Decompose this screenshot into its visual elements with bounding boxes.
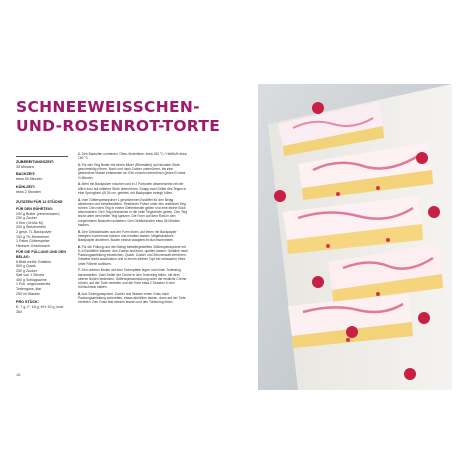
- step-text: Den Backofen vorheizen. Ober-/Unterhitze: etwa 180 °C / Heißluft: etwa 160 °C: [78, 152, 187, 161]
- ingredient-item: 4 Eier (Größe M): [16, 220, 43, 225]
- step-text: Für den Teig Butter mit einem Mixer (Rührstäbe) auf höchster Stufe geschmeidig rühren. Nach und nach Zucker unterrühren, bis eine gebundene Masse entstanden ist. Eier einzeln unterrühren (jedes Ei etwa ½ Minute).: [78, 163, 186, 180]
- recipe-page: [16, 84, 256, 390]
- prep-label: ZUBEREITUNGSZEIT:: [16, 160, 54, 164]
- ingredient-item: 250 ml Wasser: [16, 291, 40, 296]
- raspberry: [312, 102, 324, 114]
- step-number: 6.: [78, 244, 81, 249]
- ingredient-item: 1 Pck. ungezuckertes Tortenguss, klar: [16, 282, 51, 292]
- ingredient-item: 200 g Weizenmehl: [16, 225, 46, 230]
- step-text: Den unteren Boden auf eine Tortenplatte legen und einen Tortenring darumstellen. Zwei Drittel der Creme in den Tortenring füllen, mit dem oberen Boden bedecken. Götterspeisemischung unter die restliche Creme rühren, auf der Torte verteilen und die Torte etwa 2 Stunden in den Kühlschrank stellen.: [78, 268, 187, 290]
- sidebar-rule: [16, 156, 68, 157]
- recipe-title-line-1: SCHNEEWEISSCHEN-: [16, 98, 200, 116]
- step-3: [78, 182, 188, 195]
- cake-photo: [258, 84, 452, 390]
- ingredient-item: 8 Blatt weiße Gelatine: [16, 259, 52, 264]
- dough-list: [16, 212, 68, 249]
- ingredient-item: 200 g Zucker: [16, 216, 37, 221]
- ingredient-item: Himbeer-Geschmack: [16, 243, 50, 248]
- step-number: 7.: [78, 268, 81, 273]
- step-1: [78, 152, 188, 160]
- ingredient-item: 1 Paket Götterspeise: [16, 239, 50, 244]
- ingredients-sidebar: [16, 156, 68, 314]
- step-8: [78, 292, 188, 305]
- raspberry: [312, 276, 324, 288]
- step-text: Den Gebäckboden aus der Form lösen, auf einen mit Backpapier belegten Kuchenrost stürzen und erkalten lassen. Mitgebackenes Backpapier abziehen. Boden einmal waagerecht durchschneiden.: [78, 229, 177, 243]
- ingredient-item: 400 g Schlagsahne: [16, 277, 47, 282]
- ingredient-item: 200 g Butter (zimmerwarm): [16, 211, 60, 216]
- step-number: 4.: [78, 197, 81, 202]
- step-text: Vom Götterspeisepulver 1 gestrichenen Esslöffel für den Belag abnehmen und beiseitestellen. Restliches Pulver unter den restlichen Teig rühren. Den roten Teig in einem Gefrierbeutel geben und eine kleine Ecke abschneiden. Den Teig kleckweise in die helle Teigschicht geben. Den Teig leicht unter den hellen Teig spritzen. Die Form auf dem Rost in den vorgeheizten Backofen schieben. Den Gebäckboden etwa 35 Minuten backen.: [78, 197, 188, 227]
- raspberry: [416, 152, 428, 164]
- raspberry: [346, 326, 358, 338]
- step-2: [78, 163, 188, 180]
- raspberry: [274, 190, 286, 202]
- raspberry: [418, 312, 430, 324]
- step-7: [78, 268, 188, 289]
- step-text: Für die Füllung und den Belag beiseitegestelltes Götterspeisepulver mit 5–6 Esslöffeln Wasser, den Zucker anrühren, quellen lassen. Gelatine nach Packungsanleitung einweichen. Quark, Zucker und Zitronensaft verrühren. Gelatine leicht ausdrücken und in einem kleinen Topf bei schwacher Hitze unter Rühren auflösen.: [78, 244, 188, 266]
- dough-heading: FÜR DEN RÜHRTEIG:: [16, 206, 53, 211]
- recipe-title: [16, 98, 256, 136]
- recipe-title-line-2: UND-ROSENROT-TORTE: [16, 117, 221, 135]
- ingredient-item: 250 g Zucker: [16, 268, 37, 273]
- step-number: 1.: [78, 152, 81, 156]
- ingredients-heading: ZUTATEN FÜR 12 STÜCKE: [16, 200, 63, 205]
- bake-value: etwa 35 Minuten: [16, 177, 43, 182]
- step-4: [78, 198, 188, 227]
- step-6: [78, 245, 188, 266]
- page-number: 16: [16, 372, 21, 377]
- step-text: Mehl mit Backpulver mischen und in 2 Portionen abwechselnd mit der Milch kurz auf mittlerer Stufe unterrühren. Knapp zwei Drittel des Teiges in eine Springform (Ø 26 cm, gefettet, mit Backpapier belegt) füllen.: [78, 182, 187, 195]
- raspberry: [428, 206, 440, 218]
- ingredient-item: Saft von 1 Zitrone: [16, 273, 45, 278]
- ingredient-item: 2 gestr. TL Backpulver: [16, 229, 52, 234]
- raspberry: [404, 368, 416, 380]
- cool-label: KÜHLZEIT:: [16, 184, 36, 189]
- step-number: 5.: [78, 229, 81, 234]
- filling-list: [16, 260, 68, 297]
- step-number: 3.: [78, 182, 81, 187]
- step-number: 2.: [78, 163, 81, 167]
- ingredient-item: 100 g TK-Himbeeren: [16, 234, 50, 239]
- cake-photo-illustration: [258, 84, 452, 390]
- prep-value: 35 Minuten: [16, 164, 34, 169]
- per-piece-value: E: 7 g, F: 18 g, KH: 43 g, kcal: 364: [16, 305, 64, 314]
- step-number: 8.: [78, 292, 81, 297]
- step-text: Aus Tortengusspulver, Zucker und Wasser einen Guss nach Packungsanleitung zubereiten, etwas abkühlen lassen, dann auf der Torte verteilen. Den Guss fest werden lassen und den Tortenring lösen.: [78, 292, 186, 305]
- book-spread: [0, 84, 474, 390]
- cool-value: etwa 2 Stunden: [16, 189, 41, 194]
- step-5: [78, 230, 188, 243]
- bake-label: BACKZEIT:: [16, 172, 36, 177]
- per-piece-heading: PRO STÜCK:: [16, 300, 39, 305]
- filling-heading: FÜR DIE FÜLLUNG UND DEN BELAG:: [16, 250, 66, 259]
- instructions: [78, 152, 188, 307]
- ingredient-item: 500 g Quark: [16, 264, 36, 269]
